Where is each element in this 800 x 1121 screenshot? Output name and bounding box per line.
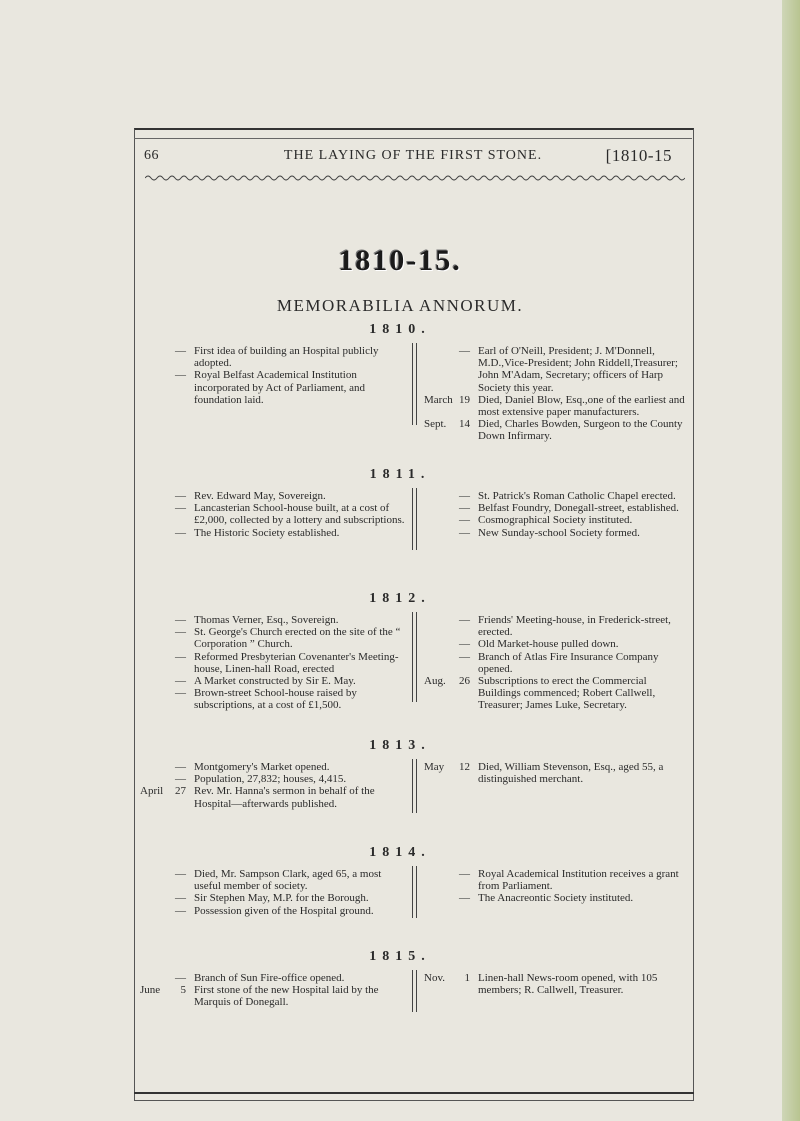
entry-text: Died, Mr. Sampson Clark, aged 65, a most useful member of society.: [194, 868, 382, 893]
page-number: 66: [144, 148, 159, 163]
chronology-entry: [424, 527, 686, 539]
entry-month: [140, 868, 174, 892]
entry-text: Possession given of the Hospital ground.: [194, 904, 374, 917]
entry-day: —: [459, 345, 470, 357]
year-range: [1810-15: [605, 146, 672, 165]
entry-day: —: [459, 490, 470, 502]
right-column: [424, 614, 686, 712]
entry-text: St. Patrick's Roman Catholic Chapel erected.: [478, 490, 676, 502]
entry-day: 12: [459, 761, 470, 773]
entry-day: —: [175, 761, 186, 773]
entry-day: 26: [459, 675, 470, 688]
entry-text: Reformed Presbyterian Covenanter's Meeting-house, Linen-hall Road, erected: [194, 650, 399, 675]
entry-day: —: [175, 626, 186, 639]
entry-day: —: [175, 345, 186, 357]
entry-day: —: [175, 650, 186, 663]
chronology-entry: [424, 394, 686, 418]
entry-month: [424, 345, 458, 394]
chronology-entry: [424, 651, 686, 675]
entry-day: 5: [180, 984, 186, 997]
entry-text: Sir Stephen May, M.P. for the Borough.: [194, 892, 369, 905]
entry-day: 1: [464, 972, 470, 984]
entry-text: Died, Daniel Blow, Esq.,one of the earliest and most extensive paper manufacturers.: [478, 393, 685, 419]
entry-day: 19: [459, 393, 470, 406]
entry-month: [140, 687, 174, 711]
chronology-entry: [424, 892, 686, 904]
chronology-entry: [424, 418, 686, 442]
section-year: 1813.: [369, 738, 431, 753]
entry-text: The Anacreontic Society instituted.: [478, 892, 634, 905]
entry-text: Royal Academical Institution receives a grant from Parliament.: [478, 868, 679, 893]
left-column: [140, 761, 408, 810]
left-column: [140, 972, 408, 1009]
entry-text: Brown-street School-house raised by subscriptions, at a cost of £1,500.: [194, 687, 357, 712]
chronology-entry: [140, 761, 408, 773]
border-rule-top: [134, 138, 692, 139]
entry-text: Thomas Verner, Esq., Sovereign.: [194, 614, 339, 626]
chronology-entry: [424, 345, 686, 394]
chronology-entry: [140, 868, 408, 892]
chronology-entry: [140, 651, 408, 675]
entry-month: [424, 514, 458, 526]
entry-text: Rev. Mr. Hanna's sermon in behalf of the Hospital—afterwards published.: [194, 785, 375, 810]
entry-month: [140, 626, 174, 650]
entry-day: —: [459, 502, 470, 515]
column-divider: [412, 488, 417, 550]
entry-month: [140, 905, 174, 917]
entry-day: —: [175, 490, 186, 502]
entry-day: —: [175, 892, 186, 905]
subtitle: MEMORABILIA ANNORUM.: [276, 296, 524, 315]
left-column: [140, 490, 408, 539]
chronology-entry: [424, 868, 686, 892]
entry-day: —: [459, 526, 470, 539]
column-divider: [412, 866, 417, 918]
entry-month: May: [424, 761, 445, 773]
running-title: THE LAYING OF THE FIRST STONE.: [283, 148, 543, 163]
entry-text: Lancasterian School-house built, at a cost of £2,000, collected by a lottery and subscriptions.: [194, 502, 405, 527]
border-rule-bottom: [134, 1092, 694, 1094]
entry-month: [140, 773, 174, 785]
main-title: 1810-15.: [338, 244, 462, 277]
entry-text: First stone of the new Hospital laid by the Marquis of Donegall.: [194, 984, 379, 1009]
chronology-entry: [140, 892, 408, 904]
entry-month: April: [140, 785, 164, 798]
entry-month: [140, 651, 174, 675]
chronology-entry: [424, 514, 686, 526]
chronology-entry: [140, 490, 408, 502]
entry-month: [140, 761, 174, 773]
entry-day: —: [459, 614, 470, 626]
section-year: 1811.: [369, 467, 431, 482]
chronology-entry: [424, 675, 686, 712]
entry-text: Branch of Sun Fire-office opened.: [194, 972, 345, 984]
entry-day: —: [459, 514, 470, 527]
chronology-entry: [140, 626, 408, 650]
entry-month: [140, 369, 174, 406]
entry-month: [140, 345, 174, 369]
entry-month: [140, 490, 174, 502]
right-column: [424, 972, 686, 996]
chronology-entry: [140, 905, 408, 917]
column-divider: [412, 612, 417, 702]
chronology-entry: [140, 972, 408, 984]
entry-month: Sept.: [424, 418, 447, 431]
chronology-entry: [140, 984, 408, 1008]
chronology-entry: [424, 614, 686, 638]
entry-month: [424, 614, 458, 638]
entry-text: Cosmographical Society instituted.: [478, 514, 633, 527]
entry-text: Old Market-house pulled down.: [478, 638, 619, 651]
entry-day: —: [175, 868, 186, 880]
entry-text: St. George's Church erected on the site of the “ Corporation ” Church.: [194, 626, 401, 651]
entry-month: [140, 502, 174, 526]
entry-text: Died, William Stevenson, Esq., aged 55, a distinguished merchant.: [478, 761, 664, 786]
entry-day: —: [175, 502, 186, 515]
chronology-entry: [424, 972, 686, 996]
entry-text: The Historic Society established.: [194, 526, 340, 539]
entry-text: Linen-hall News-room opened, with 105 members; R. Callwell, Treasurer.: [478, 972, 658, 997]
section-year: 1815.: [369, 949, 431, 964]
section-year: 1810.: [369, 322, 431, 337]
entry-text: Died, Charles Bowden, Surgeon to the County Down Infirmary.: [478, 418, 683, 443]
entry-month: [424, 868, 458, 892]
entry-day: —: [175, 614, 186, 626]
chronology-entry: [140, 785, 408, 809]
entry-text: Earl of O'Neill, President; J. M'Donnell, M.D.,Vice-President; John Riddell,Treasurer; John M'Adam, Secretary; officers of Harp Society this year.: [478, 345, 678, 394]
chronology-entry: [424, 761, 686, 785]
entry-day: 27: [175, 785, 186, 798]
entry-day: 14: [459, 418, 470, 431]
chronology-entry: [140, 502, 408, 526]
right-column: [424, 761, 686, 785]
right-column: [424, 868, 686, 905]
chronology-entry: [140, 345, 408, 369]
entry-month: [140, 675, 174, 687]
entry-text: Friends' Meeting-house, in Frederick-street, erected.: [478, 614, 671, 639]
entry-month: [140, 527, 174, 539]
entry-month: March: [424, 393, 453, 406]
entry-month: [424, 502, 458, 514]
entry-text: Population, 27,832; houses, 4,415.: [194, 773, 347, 786]
entry-day: —: [459, 638, 470, 651]
entry-day: —: [459, 892, 470, 905]
entry-month: [424, 638, 458, 650]
entry-text: Belfast Foundry, Donegall-street, established.: [478, 502, 679, 515]
entry-text: A Market constructed by Sir E. May.: [194, 675, 356, 688]
chronology-entry: [140, 675, 408, 687]
wavy-rule: [145, 174, 685, 182]
entry-day: —: [175, 972, 186, 984]
entry-day: —: [175, 526, 186, 539]
entry-month: [140, 972, 174, 984]
entry-month: June: [140, 984, 161, 997]
entry-month: [424, 490, 458, 502]
left-column: [140, 345, 408, 406]
entry-day: —: [175, 369, 186, 382]
chronology-entry: [140, 527, 408, 539]
entry-month: [140, 614, 174, 626]
chronology-entry: [140, 369, 408, 406]
entry-text: Branch of Atlas Fire Insurance Company opened.: [478, 650, 659, 675]
entry-day: —: [175, 904, 186, 917]
left-column: [140, 614, 408, 712]
entry-day: —: [175, 675, 186, 688]
entry-month: [140, 892, 174, 904]
column-divider: [412, 970, 417, 1012]
entry-day: —: [175, 773, 186, 786]
entry-month: [424, 892, 458, 904]
entry-month: Aug.: [424, 675, 446, 688]
page-header: [134, 148, 692, 168]
entry-text: Subscriptions to erect the Commercial Buildings commenced; Robert Callwell, Treasurer; James Luke, Secretary.: [478, 675, 656, 712]
entry-month: Nov.: [424, 972, 445, 984]
entry-month: [424, 527, 458, 539]
entry-day: —: [175, 687, 186, 700]
chronology-entry: [424, 638, 686, 650]
entry-text: First idea of building an Hospital publicly adopted.: [194, 345, 379, 370]
section-year: 1812.: [369, 591, 431, 606]
chronology-entry: [140, 614, 408, 626]
right-column: [424, 345, 686, 443]
right-column: [424, 490, 686, 539]
entry-text: Royal Belfast Academical Institution incorporated by Act of Parliament, and foundation laid.: [194, 369, 366, 406]
left-column: [140, 868, 408, 917]
entry-text: Montgomery's Market opened.: [194, 761, 330, 773]
entry-day: —: [459, 868, 470, 880]
entry-day: —: [459, 650, 470, 663]
entry-text: Rev. Edward May, Sovereign.: [194, 490, 326, 502]
entry-text: New Sunday-school Society formed.: [478, 526, 640, 539]
entry-month: [424, 651, 458, 675]
chronology-entry: [140, 687, 408, 711]
column-divider: [412, 343, 417, 425]
column-divider: [412, 759, 417, 813]
chronology-entry: [140, 773, 408, 785]
chronology-entry: [424, 502, 686, 514]
chronology-entry: [424, 490, 686, 502]
section-year: 1814.: [369, 845, 431, 860]
